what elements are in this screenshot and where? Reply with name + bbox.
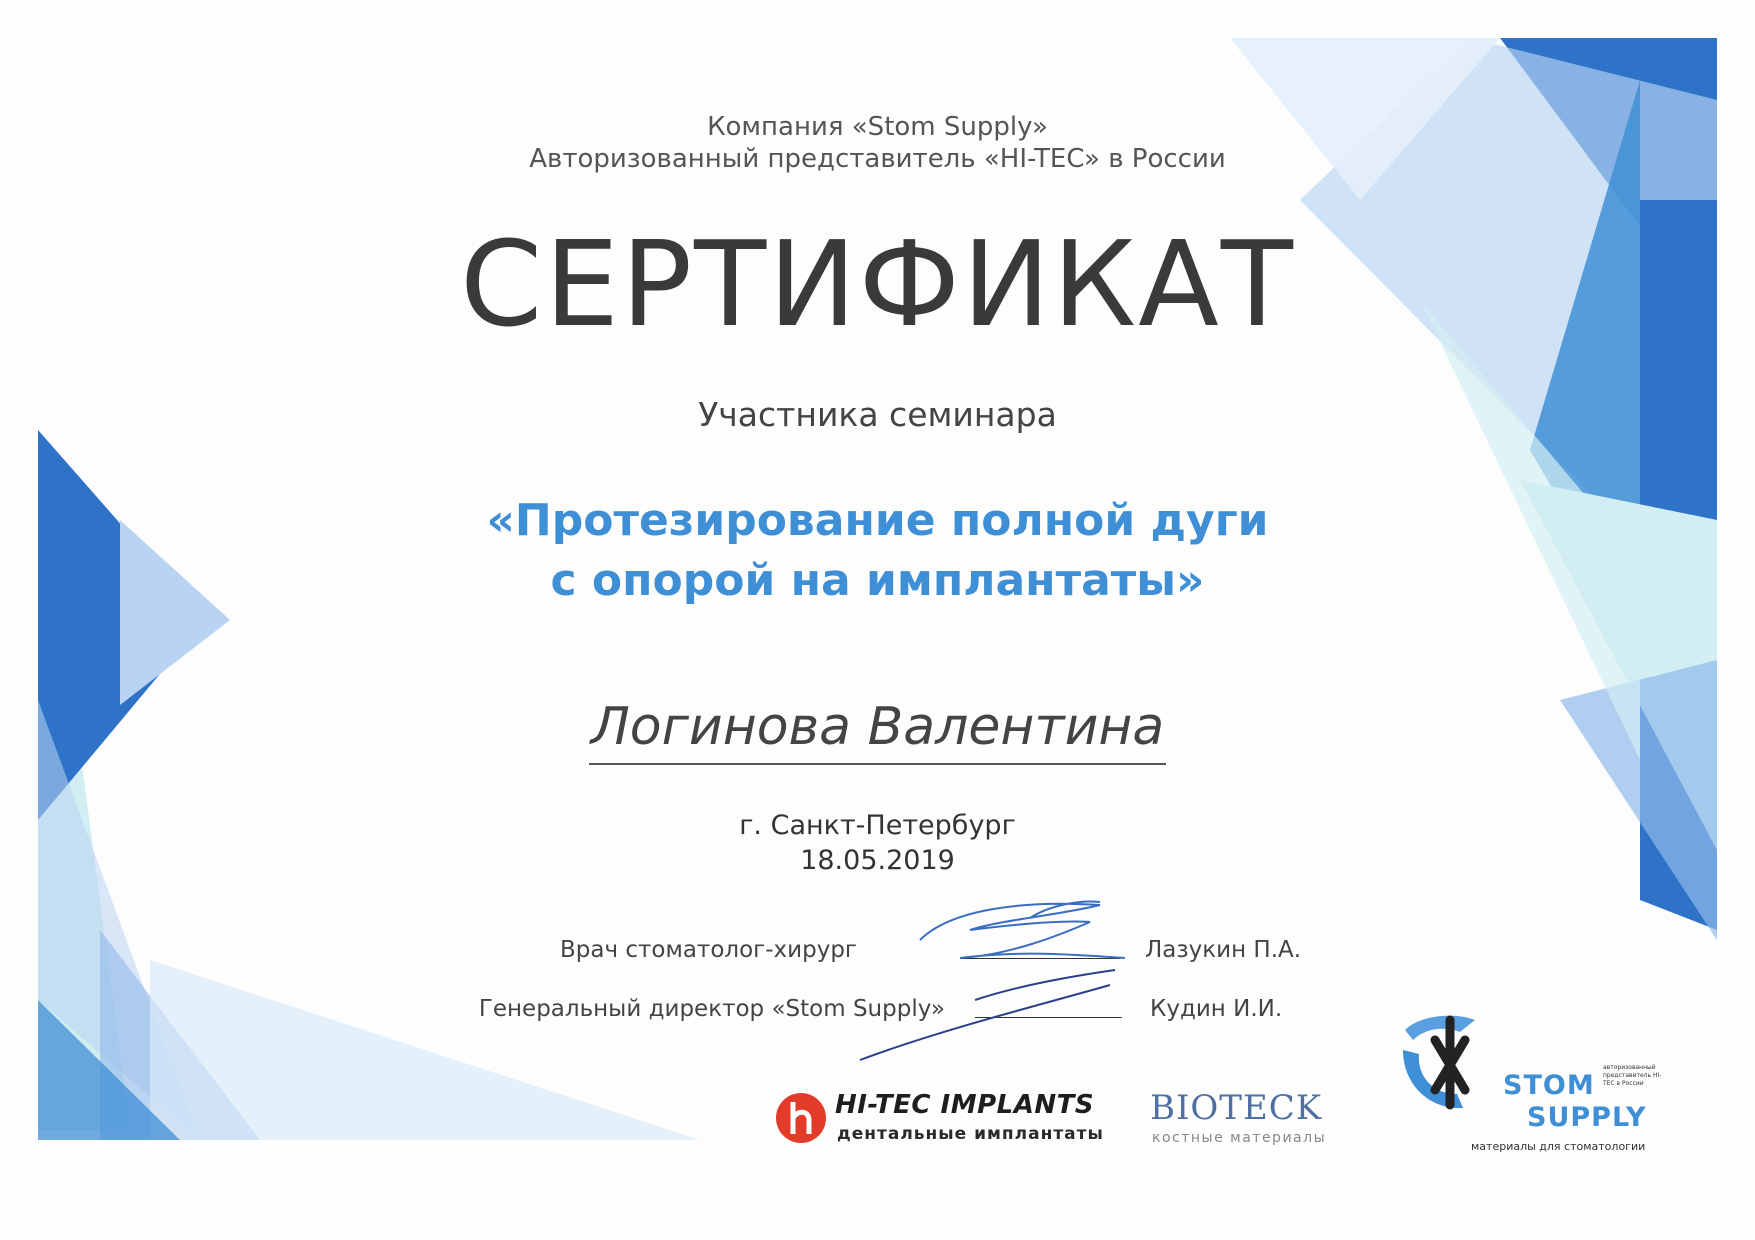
stom-supply-subtitle: материалы для стоматологии bbox=[1471, 1140, 1646, 1153]
stom-supply-word2: SUPPLY bbox=[1527, 1102, 1647, 1133]
bioteck-brand-name: BIOTECK bbox=[1150, 1088, 1323, 1128]
city: г. Санкт-Петербург bbox=[739, 810, 1016, 841]
participant-name: Логинова Валентина bbox=[589, 697, 1167, 765]
certificate-subtitle: Участника семинара bbox=[698, 395, 1057, 434]
stom-supply-word1: STOM bbox=[1503, 1070, 1595, 1101]
signatory-title-surgeon: Врач стоматолог-хирург bbox=[559, 937, 857, 963]
signatory-name-director: Кудин И.И. bbox=[1150, 996, 1283, 1022]
company-name: Компания «Stom Supply» bbox=[707, 112, 1048, 142]
signatory-name-surgeon: Лазукин П.А. bbox=[1145, 937, 1302, 963]
hitec-subtitle: дентальные имплантаты bbox=[837, 1124, 1104, 1144]
stom-supply-small-text: авторизованный представитель HI-TEC в России bbox=[1603, 1064, 1662, 1087]
signatory-title-director: Генеральный директор «Stom Supply» bbox=[478, 996, 945, 1022]
stom-supply-logo bbox=[1395, 1010, 1665, 1160]
signature-line-surgeon bbox=[960, 958, 1120, 959]
signature-line-director bbox=[975, 1017, 1122, 1018]
bioteck-subtitle: костные материалы bbox=[1152, 1130, 1327, 1146]
hitec-implants-logo bbox=[775, 1090, 1110, 1150]
certificate-title: СЕРТИФИКАТ bbox=[460, 215, 1295, 353]
company-representative-line: Авторизованный представитель «HI-TEC» в России bbox=[529, 144, 1226, 174]
seminar-title-line1: «Протезирование полной дуги bbox=[486, 495, 1269, 546]
participant-name-block bbox=[0, 697, 1755, 765]
date: 18.05.2019 bbox=[800, 845, 955, 876]
stom-supply-emblem-icon bbox=[1395, 1010, 1515, 1120]
seminar-title-line2: с опорой на имплантаты» bbox=[550, 555, 1205, 606]
hitec-emblem-icon bbox=[775, 1092, 827, 1144]
hitec-brand-name: HI-TEC IMPLANTS bbox=[835, 1090, 1095, 1120]
bioteck-logo bbox=[1150, 1088, 1350, 1148]
